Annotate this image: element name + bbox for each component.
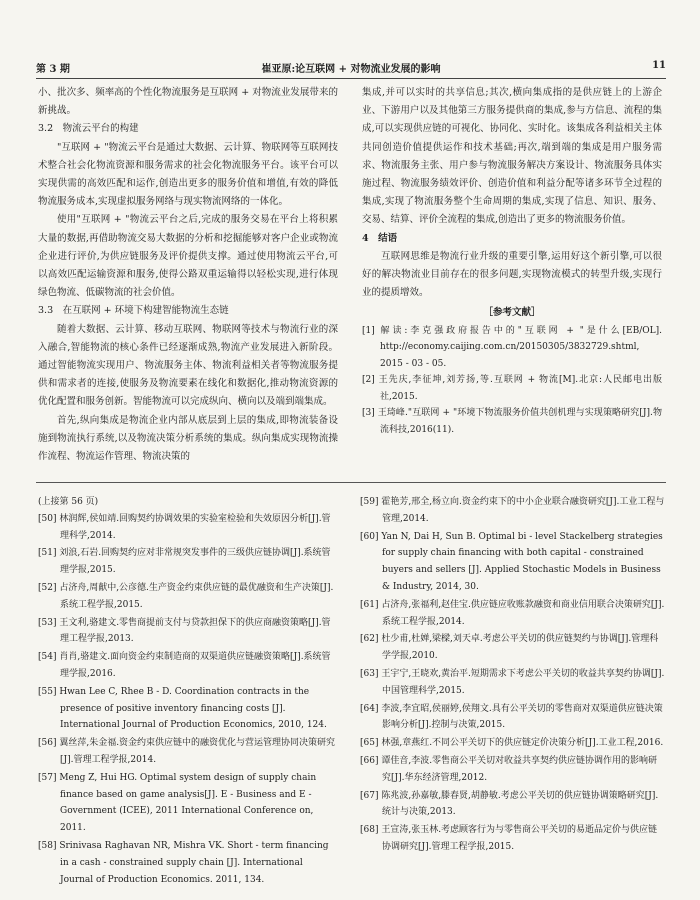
reference-item: [50] 林润辉,侯如靖.回购契约协调效果的实验室检验和失效原因分析[J].管理科学,2014. <box>38 513 331 541</box>
running-header <box>36 60 666 76</box>
reference-item: [60] Yan N, Dai H, Sun B. Optimal bi - level Stackelberg strategies for supply chain financing with both capital - constrained buyers and sellers [J]. Applied Stochastic Models in Business & Industry, 2014, 30. <box>360 531 663 592</box>
left-column <box>38 84 338 466</box>
running-title: 崔亚原:论互联网 + 对物流业发展的影响 <box>261 64 441 75</box>
reference-item: [56] 翼丝萍,朱金福.资金约束供应链中的融资优化与营运管理协同决策研究[J].管理工程学报,2014. <box>38 738 336 765</box>
reference-item: [54] 肖肖,骆建文.面向资金约束制造商的双渠道供应链融资策略[J].系统管理学报,2016. <box>38 652 331 679</box>
paragraph: "互联网 + "物流云平台是通过大数据、云计算、物联网等互联网技术整合社会化物流资源和服务需求的社会化物流服务平台。该平台可以实现供需的高效匹配和运作,创造出更多的服务价值和增值,有效的降低物流服务成本,实现虚拟服务网络与现实物流网络的一体化。 <box>38 141 338 208</box>
reference-item: [57] Meng Z, Hui HG. Optimal system design of supply chain finance based on game analysis[J]. E - Business and E - Government (ICEE), 2011 International Conference on, 2011. <box>38 772 317 834</box>
reference-item: [55] Hwan Lee C, Rhee B - D. Coordination contracts in the presence of positive inventory financing costs [J]. International Journal of Production Economics, 2010, 124. <box>38 686 327 731</box>
reference-item: [66] 谭佳音,李波.零售商公平关切对收益共享契约供应链协调作用的影响研究[J].华东经济管理,2012. <box>360 755 658 783</box>
reference-item: [58] Srinivasa Raghavan NR, Mishra VK. Short - term financing in a cash - constrained supply chain [J]. International Journal of Production Economics. 2011, 134. <box>38 840 329 885</box>
right-column <box>362 84 662 438</box>
reference-item: [68] 王宣涛,张玉林.考虑顾客行为与零售商公平关切的易逝品定价与供应链协调研究[J].管理工程学报,2015. <box>360 825 658 852</box>
reference-item: [62] 杜少甫,杜婵,梁樑,刘天卓.考虑公平关切的供应链契约与协调[J].管理科学学报,2010. <box>360 634 659 662</box>
continued-references-left <box>38 494 338 889</box>
page-number: 11 <box>652 60 666 71</box>
section-heading-3-3: 3.3 在互联网 + 环境下构建智能物流生态链 <box>38 305 229 317</box>
reference-item: [65] 林强,章燕红.不同公平关切下的供应链定价决策分析[J].工业工程,2016. <box>360 738 664 749</box>
reference-item: [53] 王文利,骆建文.零售商提前支付与贷款担保下的供应商融资策略[J].管理工程学报,2013. <box>38 617 331 645</box>
reference-item: [59] 霍艳芳,邢全,杨立向.资金约束下的中小企业联合融资研究[J].工业工程与管理,2014. <box>360 497 665 524</box>
paragraph: 首先,纵向集成是物流企业内部从底层到上层的集成,即物流装备设施到物流执行系统,以及物流决策分析系统的集成。纵向集成实现物流操作流程、物流运作管理、物流决策的 <box>38 414 338 463</box>
reference-item: [63] 王宇宁,王晓欢,黄治平.短期需求下考虑公平关切的收益共享契约协调[J].中国管理科学,2015. <box>360 668 665 696</box>
paragraph: 小、批次多、频率高的个性化物流服务是互联网 + 对物流业发展带来的新挑战。 <box>38 87 338 117</box>
reference-item: [61] 占济舟,张福利,赵佳宝.供应链应收账款融资和商业信用联合决策研究[J].系统工程学报,2014. <box>360 599 665 627</box>
reference-item: [52] 占济舟,周献中,公彦德.生产资金约束供应链的最优融资和生产决策[J].系统工程学报,2015. <box>38 582 334 610</box>
reference-item: [67] 陈兆波,孙嘉敏,滕春贤,胡静敏.考虑公平关切的供应链协调策略研究[J].统计与决策,2013. <box>360 790 659 818</box>
section-heading-4: 4 结语 <box>362 232 398 244</box>
paragraph: 使用"互联网 + "物流云平台之后,完成的服务交易在平台上将积累大量的数据,再借助物流交易大数据的分析和挖掘能够对客户企业或物流企业进行评价,为供应链服务及评价提供支撑。通过使用物流云平台,可以高效匹配运输资源和服务,使得公路双重运输得以轻松实现,进行体现绿色物流、低碳物流的社会价值。 <box>38 214 338 299</box>
reference-item: [64] 李波,李宜昭,侯丽婷,侯翔文.具有公平关切的零售商对双渠道供应链决策影响分析[J].控制与决策,2015. <box>360 703 663 731</box>
reference-item: [3] 王琦峰."互联网 + "环境下物流服务价值共创机理与实现策略研究[J].物流科技,2016(11). <box>362 408 662 435</box>
paragraph: 集成,并可以实时的共享信息;其次,横向集成指的是供应链上的上游企业、下游用户以及其他第三方服务提供商的集成,参与方信息、流程的集成,可以实现供应链的可视化、协同化、实时化。该集成各利益相关主体共同创造价值提供运作和技术基础;再次,端到端的集成是用户服务需求、物流服务主张、用户参与物流服务解决方案设计、物流服务具体实施过程、物流服务绩效评价、创造价值和利益分配等诸多环节全过程的集成,实现了物流服务整个生命周期的集成,实现了信息、知识、服务、交易、结算、评价全流程的集成,创造出了更多的物流服务价值。 <box>362 87 662 226</box>
continued-references-right <box>360 494 665 857</box>
issue-label: 第 3 期 <box>36 64 70 75</box>
reference-item: [2] 王先庆,李征坤,刘芳扬,等.互联网 + 物流[M].北京:人民邮电出版社,2015. <box>362 375 662 402</box>
paragraph: 随着大数据、云计算、移动互联网、物联网等技术与物流行业的深入融合,智能物流的核心条件已经逐渐成熟,物流产业发展进入新阶段。通过智能物流实现用户、物流服务主体、物流利益相关者等物流服务提供和需求者的连接,使服务及物流要素在线化和数据化,推动物流资源的优化配置和服务创新。智能物流可以完成纵向、横向以及端到端集成。 <box>38 323 338 408</box>
header-rule <box>36 78 666 79</box>
section-heading-3-2: 3.2 物流云平台的构建 <box>38 123 139 135</box>
continuation-note: (上接第 56 页) <box>38 497 99 507</box>
reference-item: [51] 刘浪,石岩.回购契约应对非常规突发事件的三级供应链协调[J].系统管理学报,2015. <box>38 548 331 576</box>
references-heading: ［参考文献］ <box>483 307 541 319</box>
paragraph: 互联网思维是物流行业升级的重要引擎,运用好这个新引擎,可以很好的解决物流业目前存在的很多问题,实现物流模式的转型升级,实现行业的提质增效。 <box>362 250 662 299</box>
reference-item: [1] 解读:李克强政府报告中的"互联网 + "是什么[EB/OL]. http://economy.caijing.com.cn/20150305/3832729.shtml, 2015 - 03 - 05. <box>362 325 662 369</box>
section-divider <box>36 482 666 483</box>
